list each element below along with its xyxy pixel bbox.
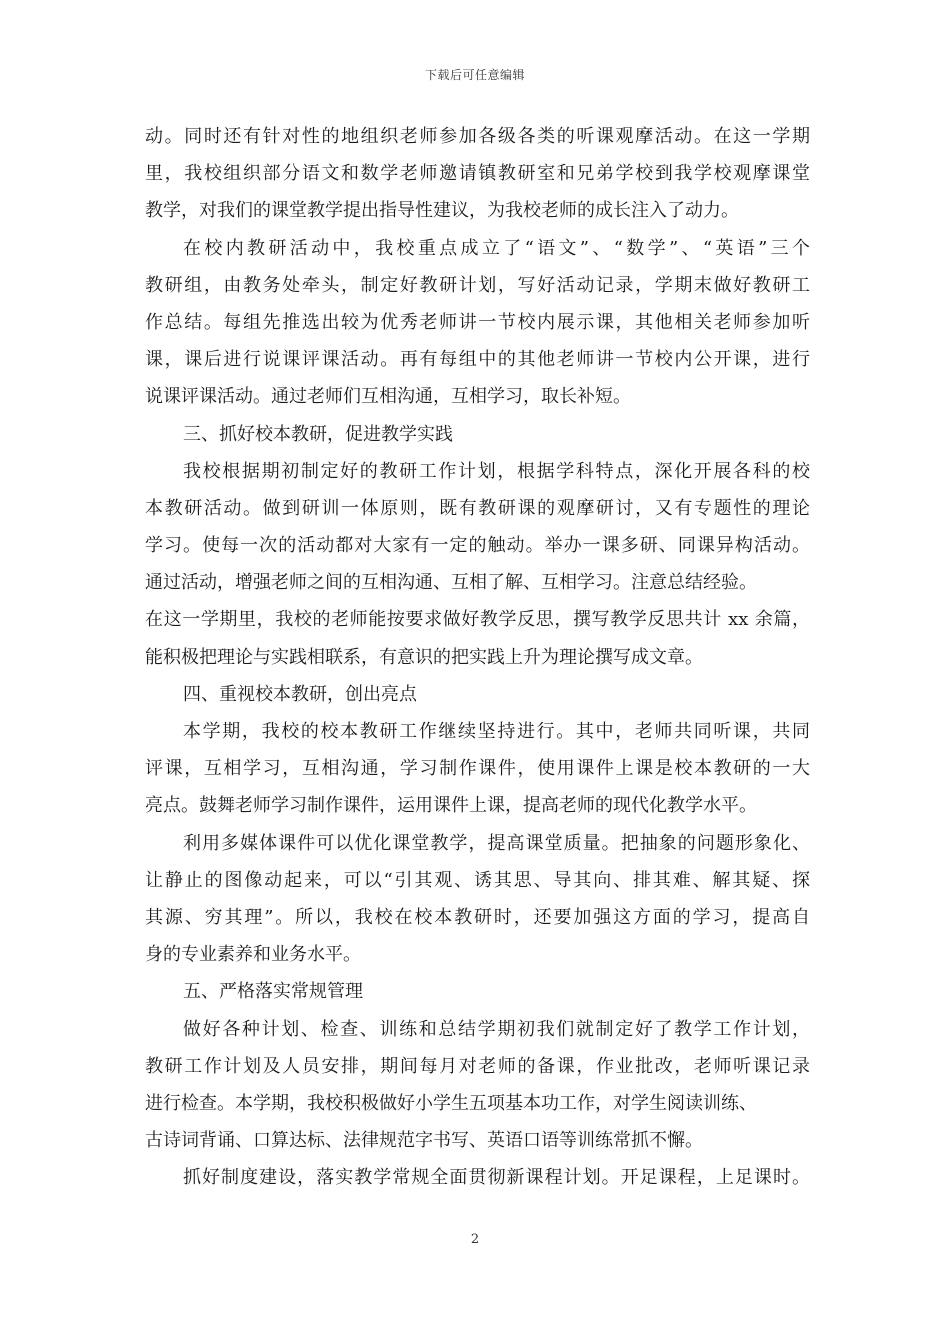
text-line: 三、抓好校本教研，促进教学实践 [183, 423, 453, 445]
text-line: 在校内教研活动中，我校重点成立了“语文”、“数学”、“英语”三个 [183, 237, 810, 259]
text-line: 通过活动，增强老师之间的互相沟通、互相了解、互相学习。注意总结经验。 [145, 572, 757, 594]
page-header: 下载后可任意编辑 [424, 68, 525, 82]
text-line: 在这一学期里，我校的老师能按要求做好教学反思，撰写教学反思共计 xx 余篇， [145, 609, 810, 631]
text-line: 学习。使每一次的活动都对大家有一定的触动。举办一课多研、同课异构活动。 [145, 535, 810, 557]
text-line: 四、重视校本教研，创出亮点 [183, 683, 417, 705]
text-line: 本学期，我校的校本教研工作继续坚持进行。其中，老师共同听课，共同 [183, 721, 810, 742]
text-line: 里，我校组织部分语文和数学老师邀请镇教研室和兄弟学校到我学校观摩课堂 [145, 163, 810, 185]
text-line: 能积极把理论与实践相联系，有意识的把实践上升为理论撰写成文章。 [145, 646, 703, 668]
text-line: 教学，对我们的课堂教学提出指导性建议，为我校老师的成长注入了动力。 [145, 200, 739, 222]
text-line: 身的专业素养和业务水平。 [145, 944, 361, 966]
text-line: 古诗词背诵、口算达标、法律规范字书写、英语口语等训练常抓不懈。 [145, 1130, 703, 1152]
text-line: 做好各种计划、检查、训练和总结学期初我们就制定好了教学工作计划， [183, 1018, 810, 1040]
text-line: 其源、穷其理”。所以，我校在校本教研时，还要加强这方面的学习，提高自 [145, 906, 810, 928]
text-line: 抓好制度建设，落实教学常规全面贯彻新课程计划。开足课程，上足课时。 [183, 1167, 810, 1189]
page-number: 2 [470, 1232, 480, 1247]
text-line: 课，课后进行说课评课活动。再有每组中的其他老师讲一节校内公开课，进行 [145, 349, 810, 371]
text-line: 教研工作计划及人员安排，期间每月对老师的备课，作业批改，老师听课记录 [145, 1055, 810, 1077]
text-line: 教研组，由教务处牵头，制定好教研计划，写好活动记录，学期末做好教研工 [145, 274, 810, 296]
text-line: 我校根据期初制定好的教研工作计划，根据学科特点，深化开展各科的校 [183, 460, 810, 482]
text-line: 本教研活动。做到研训一体原则，既有教研课的观摩研讨，又有专题性的理论 [145, 497, 810, 519]
text-line: 利用多媒体课件可以优化课堂教学，提高课堂质量。把抽象的问题形象化、 [183, 832, 810, 854]
text-line: 让静止的图像动起来，可以“引其观、诱其思、导其向、排其难、解其疑、探 [145, 869, 810, 891]
text-line: 作总结。每组先推选出较为优秀老师讲一节校内展示课，其他相关老师参加听 [145, 311, 810, 333]
text-line: 进行检查。本学期，我校积极做好小学生五项基本功工作，对学生阅读训练、 [145, 1092, 757, 1114]
text-line: 亮点。鼓舞老师学习制作课件，运用课件上课，提高老师的现代化教学水平。 [145, 795, 757, 817]
text-line: 动。同时还有针对性的地组织老师参加各级各类的听课观摩活动。在这一学期 [145, 126, 810, 147]
document-body [145, 118, 810, 1196]
text-line: 评课，互相学习，互相沟通，学习制作课件，使用课件上课是校本教研的一大 [145, 758, 810, 780]
text-line: 五、严格落实常规管理 [183, 981, 363, 1003]
text-line: 说课评课活动。通过老师们互相沟通，互相学习，取长补短。 [145, 386, 631, 408]
